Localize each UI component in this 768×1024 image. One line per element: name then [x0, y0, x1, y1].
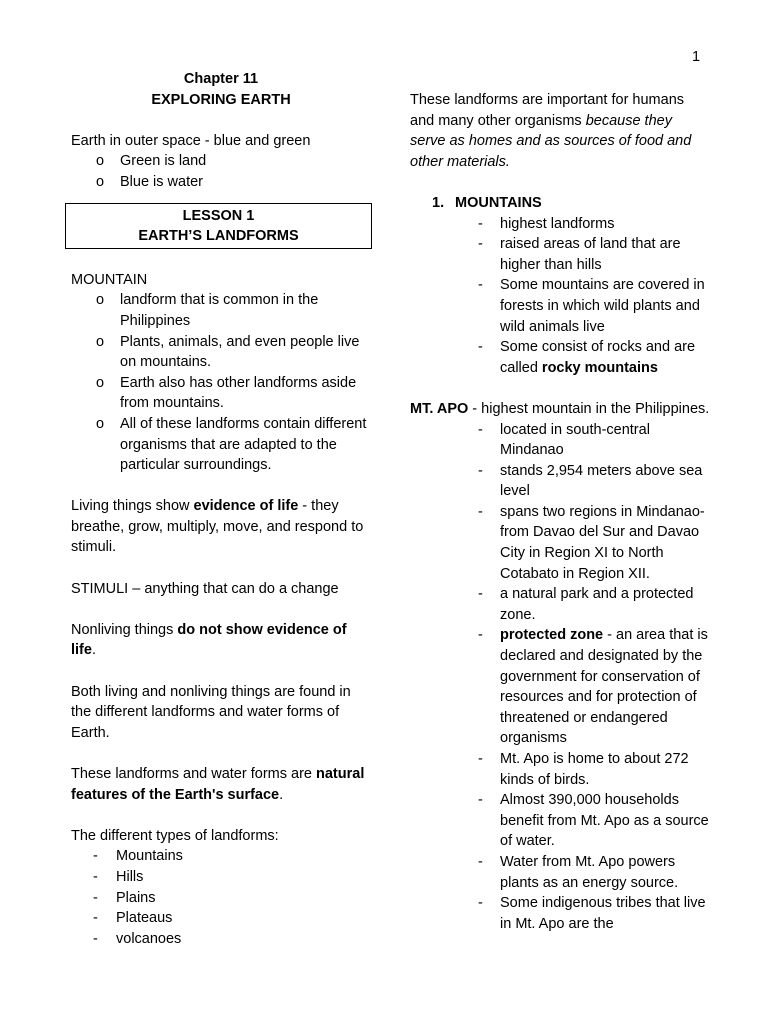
chapter-number: Chapter 11 — [183, 71, 259, 87]
list-item: - Mountains — [71, 846, 371, 867]
lesson-label: LESSON 1 — [182, 207, 255, 224]
list-item: - Hills — [71, 867, 371, 888]
list-item: - a natural park and a protected zone. — [410, 584, 710, 625]
left-column — [71, 69, 371, 949]
page-number: 1 — [692, 49, 701, 65]
list-item: - Plateaus — [71, 908, 371, 929]
list-item: - Some indigenous tribes that live in Mt. Apo are the — [410, 893, 710, 934]
list-item: - Plains — [71, 888, 371, 909]
list-item: o Earth also has other landforms aside from mountains. — [71, 373, 371, 414]
nonliving-paragraph: Nonliving things do not show evidence of life. — [71, 621, 347, 659]
list-item: o Plants, animals, and even people live on mountains. — [71, 332, 371, 373]
mt-apo-paragraph: MT. APO - highest mountain in the Philippines. — [410, 400, 710, 417]
list-item: o Blue is water — [71, 172, 371, 193]
list-item: - volcanoes — [71, 929, 371, 950]
mountain-bullets — [71, 290, 371, 475]
earth-bullets — [71, 151, 371, 192]
list-item: - raised areas of land that are higher than hills — [410, 234, 710, 275]
list-item: - highest landforms — [410, 214, 710, 235]
mountains-heading: 1. MOUNTAINS — [432, 194, 542, 211]
living-things-paragraph: Living things show evidence of life - they breathe, grow, multiply, move, and respond to stimuli. — [71, 498, 364, 556]
list-item: o All of these landforms contain different organisms that are adapted to the particular surroundings. — [71, 414, 371, 476]
both-paragraph: Both living and nonliving things are found in the different landforms and water forms of Earth. — [71, 683, 351, 741]
list-item: - Almost 390,000 households benefit from Mt. Apo as a source of water. — [410, 790, 710, 852]
landform-types-intro: The different types of landforms: — [71, 827, 279, 844]
landform-types-list — [71, 846, 371, 949]
list-item: - Some consist of rocks and are called rocky mountains — [410, 337, 710, 378]
lesson-title: EARTH’S LANDFORMS — [138, 228, 299, 245]
stimuli-definition: STIMULI – anything that can do a change — [71, 580, 339, 597]
list-item: - Water from Mt. Apo powers plants as an energy source. — [410, 852, 710, 893]
importance-paragraph: These landforms are important for humans and many other organisms because they serve as homes and as sources of food and other materials. — [410, 92, 692, 170]
list-item: - protected zone - an area that is declared and designated by the government for conservation of resources and for protection of threatened or endangered organisms — [410, 625, 710, 749]
list-item: - Some mountains are covered in forests in which wild plants and wild animals live — [410, 275, 710, 337]
list-item: - Mt. Apo is home to about 272 kinds of birds. — [410, 749, 710, 790]
right-column — [410, 90, 710, 934]
mountains-list — [410, 214, 710, 379]
list-item: - stands 2,954 meters above sea level — [410, 461, 710, 502]
list-item: - located in south-central Mindanao — [410, 420, 710, 461]
chapter-title: EXPLORING EARTH — [151, 91, 291, 108]
natural-features-paragraph: These landforms and water forms are natural features of the Earth's surface. — [71, 766, 365, 803]
list-item: o Green is land — [71, 151, 371, 172]
list-item: o landform that is common in the Philippines — [71, 290, 371, 331]
list-item: - spans two regions in Mindanao-from Davao del Sur and Davao City in Region XI to North Cotabato in Region XII. — [410, 502, 710, 584]
lesson-box — [65, 203, 372, 249]
mt-apo-list — [410, 420, 710, 935]
earth-intro: Earth in outer space - blue and green — [71, 132, 311, 149]
mountain-heading: MOUNTAIN — [71, 271, 148, 288]
